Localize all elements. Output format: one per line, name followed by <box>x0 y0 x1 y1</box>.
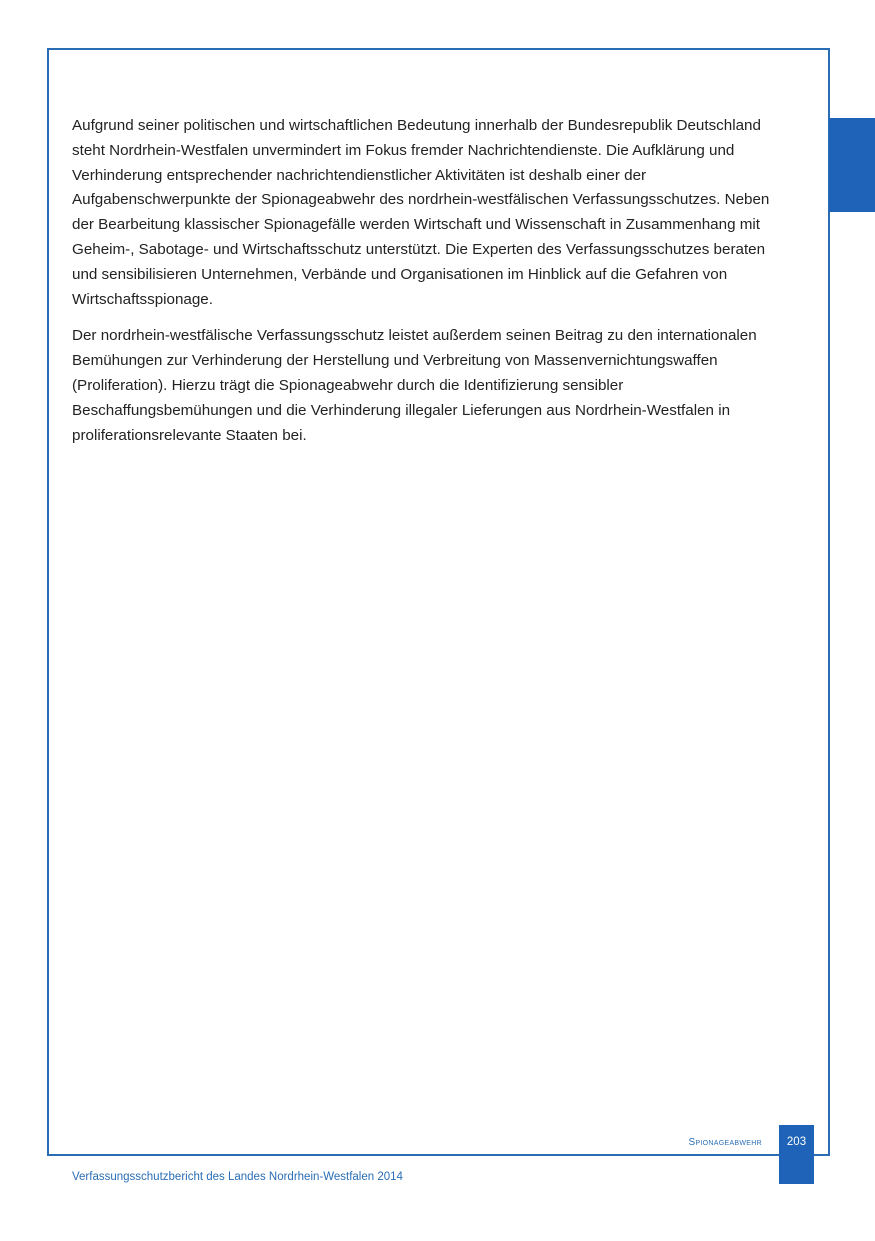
report-title-footer: Verfassungsschutzbericht des Landes Nordrhein-Westfalen 2014 <box>72 1171 403 1183</box>
section-label: Spionageabwehr <box>688 1137 762 1148</box>
paragraph-2: Der nordrhein-westfälische Verfassungsschutz leistet außerdem seinen Beitrag zu den internationalen Bemühungen zur Verhinderung der Herstellung und Verbreitung von Massenvernichtungswaffen (Proliferation). Hierzu trägt die Spionageabwehr durch die Identifizierung sensibler Beschaffungsbemühungen und die Verhinderung illegaler Lieferungen aus Nordrhein-Westfalen in proliferationsrelevante Staaten bei. <box>72 327 757 444</box>
paragraph-1: Aufgrund seiner politischen und wirtschaftlichen Bedeutung innerhalb der Bundesrepublik Deutschland steht Nordrhein-Westfalen unvermindert im Fokus fremder Nachrichtendienste. Die Aufklärung und Verhinderung entsprechender nachrichtendienstlicher Aktivitäten ist deshalb einer der Aufgabenschwerpunkte der Spionageabwehr des nordrhein-westfälischen Verfassungsschutzes. Neben der Bearbeitung klassischer Spionagefälle werden Wirtschaft und Wissenschaft in Zusammenhang mit Geheim-, Sabotage- und Wirtschaftsschutz unterstützt. Die Experten des Verfassungsschutzes beraten und sensibilisieren Unternehmen, Verbände und Organisationen im Hinblick auf die Gefahren von Wirtschaftsspionage. <box>72 117 770 308</box>
chapter-side-tab <box>829 118 875 212</box>
page-number: 203 <box>786 1136 807 1148</box>
page-number-box <box>779 1125 814 1184</box>
body-text <box>72 114 788 460</box>
